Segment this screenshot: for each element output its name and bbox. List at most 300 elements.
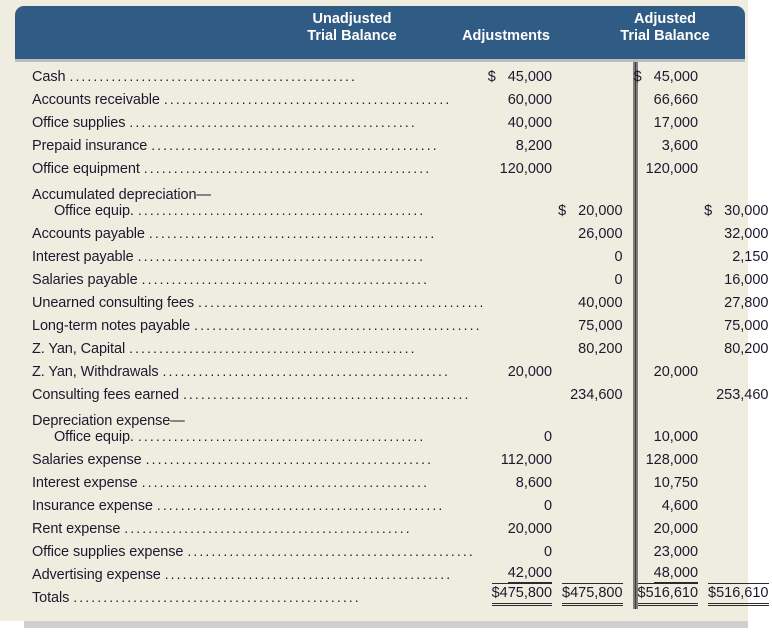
account-label-cell <box>0 380 492 403</box>
adjusted-credit-cell <box>708 311 772 334</box>
table-row <box>0 62 772 85</box>
account-label-cell <box>0 560 492 583</box>
unadjusted-credit-cell <box>562 265 632 288</box>
account-label-row <box>32 429 508 445</box>
unadjusted-credit-cell <box>562 62 632 85</box>
account-label-cell <box>0 357 492 380</box>
unadjusted-credit-cell <box>562 219 632 242</box>
account-label-row <box>32 387 486 403</box>
adjusted-credit-cell <box>708 537 772 560</box>
adjusted-debit-cell <box>638 131 708 154</box>
unadjusted-credit-cell <box>562 154 632 177</box>
adjusted-debit <box>662 138 698 154</box>
table-row <box>0 108 772 131</box>
adjusted-debit-cell <box>638 177 708 219</box>
table-row <box>0 154 772 177</box>
adjusted-debit <box>654 475 698 491</box>
table-row <box>0 219 772 242</box>
leader-dots: ................................................ <box>129 340 417 356</box>
adjusted-debit <box>654 565 698 583</box>
unadjusted-debit-cell <box>487 62 562 85</box>
adjusted-credit <box>724 318 768 334</box>
account-label: Salaries payable <box>32 272 138 288</box>
unadjusted-credit <box>614 272 622 288</box>
adjusted-credit <box>716 387 768 403</box>
adjusted-debit <box>646 161 698 177</box>
leader-dots: ................................................ <box>148 225 437 241</box>
account-label-cell <box>0 311 492 334</box>
adjusted-debit-value: 23,000 <box>653 544 699 560</box>
account-label-cell <box>0 265 492 288</box>
account-label: Salaries expense <box>32 452 142 468</box>
adjusted-credit-cell <box>704 177 772 219</box>
table-row <box>0 131 772 154</box>
unadjusted-debit-cell <box>492 445 562 468</box>
unadjusted-credit-cell <box>562 357 632 380</box>
account-label-cell <box>0 85 492 108</box>
adjusted-credit-value: 75,000 <box>724 318 769 334</box>
account-label-row <box>32 498 486 514</box>
account-label-row <box>32 364 486 380</box>
adjusted-credit-cell <box>708 85 772 108</box>
account-label-cell <box>0 219 492 242</box>
account-label: Z. Yan, Withdrawals <box>32 364 159 380</box>
adjusted-debit <box>662 498 698 514</box>
adjusted-credit <box>724 341 768 357</box>
adjusted-debit-value: 128,000 <box>645 452 699 468</box>
unadjusted-debit-cell <box>492 154 562 177</box>
unadjusted-credit-cell <box>562 468 632 491</box>
unadjusted-credit-currency-symbol: $ <box>558 203 567 219</box>
unadjusted-credit <box>578 226 622 242</box>
unadjusted-credit-cell <box>562 288 632 311</box>
account-label-cell <box>0 445 492 468</box>
total-adjusted-debit: $516,610 <box>638 583 698 606</box>
unadjusted-credit-cell <box>562 537 632 560</box>
account-label: Office supplies expense <box>32 544 184 560</box>
account-label-cell <box>0 334 492 357</box>
adjusted-credit-cell <box>708 380 772 403</box>
adjusted-debit-cell <box>638 403 708 445</box>
unadjusted-debit-cell <box>492 491 562 514</box>
account-label-cell <box>0 154 492 177</box>
unadjusted-debit-cell <box>492 357 562 380</box>
account-label-row <box>32 567 486 583</box>
totals-label-cell <box>0 583 492 608</box>
adjusted-debit-value: 45,000 <box>653 69 699 85</box>
unadjusted-debit-value: 20,000 <box>507 364 553 380</box>
unadjusted-credit-value: 0 <box>614 249 623 265</box>
adjusted-header-line1: Adjusted <box>633 11 697 27</box>
table-row <box>0 468 772 491</box>
account-label-row <box>32 69 486 85</box>
unadjusted-credit <box>578 295 622 311</box>
account-label-row <box>32 295 486 311</box>
adjusted-credit-cell <box>708 403 772 445</box>
adjusted-credit-cell <box>708 445 772 468</box>
unadjusted-credit <box>614 249 622 265</box>
page-bottom-shadow <box>24 621 748 628</box>
adjusted-debit-cell <box>638 288 708 311</box>
adjusted-debit <box>654 544 698 560</box>
unadjusted-debit-value: 0 <box>543 544 553 560</box>
account-label-row <box>32 452 486 468</box>
table-row <box>0 403 772 445</box>
adjusted-debit <box>654 429 698 445</box>
table-row <box>0 311 772 334</box>
account-label-row <box>32 341 486 357</box>
adjusted-debit <box>646 452 698 468</box>
table-row <box>0 85 772 108</box>
unadjusted-debit-value: 8,600 <box>515 475 553 491</box>
leader-dots: ................................................ <box>124 520 412 536</box>
adjusted-credit-cell <box>708 357 772 380</box>
worksheet-table <box>0 62 772 609</box>
adjusted-credit-value: 2,150 <box>732 249 769 265</box>
unadjusted-debit-value: 60,000 <box>507 92 553 108</box>
total-adjusted-credit: $516,610 <box>708 583 768 606</box>
account-label: Rent expense <box>32 521 121 537</box>
unadjusted-header-line2: Trial Balance <box>307 28 397 44</box>
unadjusted-debit <box>544 544 552 560</box>
adjusted-credit-value: 32,000 <box>724 226 769 242</box>
table-row <box>0 537 772 560</box>
leader-dots: ................................................ <box>151 137 439 153</box>
unadjusted-debit-cell <box>492 242 562 265</box>
unadjusted-debit-cell <box>492 219 562 242</box>
adjusted-debit-cell <box>638 85 708 108</box>
adjusted-debit-cell <box>638 514 708 537</box>
adjusted-credit-cell <box>708 334 772 357</box>
unadjusted-debit-cell <box>492 108 562 131</box>
adjusted-debit-cell <box>638 334 708 357</box>
total-unadjusted-debit: $475,800 <box>492 583 552 606</box>
account-label: Accounts payable <box>32 226 145 242</box>
unadjusted-debit-value: 8,200 <box>515 138 553 154</box>
adjusted-debit-value: 3,600 <box>661 138 699 154</box>
account-label-row <box>32 475 486 491</box>
adjusted-credit-cell <box>708 62 772 85</box>
unadjusted-debit-cell <box>492 311 562 334</box>
account-label: Advertising expense <box>32 567 161 583</box>
adjusted-debit <box>654 521 698 537</box>
unadjusted-debit <box>508 565 552 583</box>
leader-dots: ................................................ <box>137 202 426 218</box>
unadjusted-credit-value: 80,200 <box>578 341 623 357</box>
account-label-row <box>32 203 508 219</box>
adjusted-debit-value: 10,750 <box>653 475 699 491</box>
adjusted-debit-value: 20,000 <box>653 364 699 380</box>
account-label: Z. Yan, Capital <box>32 341 126 357</box>
account-label: Long-term notes payable <box>32 318 191 334</box>
unadjusted-credit <box>570 387 622 403</box>
unadjusted-credit-cell <box>562 560 632 583</box>
adjusted-debit-cell <box>633 62 708 85</box>
unadjusted-credit-cell <box>562 334 632 357</box>
unadjusted-debit <box>516 138 552 154</box>
unadjusted-debit <box>508 521 552 537</box>
unadjusted-debit-cell <box>492 514 562 537</box>
account-label-row <box>32 249 486 265</box>
account-label: Office equipment <box>32 161 140 177</box>
adjusted-credit-cell <box>708 265 772 288</box>
adjusted-debit-cell <box>638 108 708 131</box>
adjusted-debit-cell <box>638 357 708 380</box>
adjusted-credit <box>724 226 768 242</box>
unadjusted-credit-value: 20,000 <box>578 203 623 219</box>
unadjusted-debit <box>508 364 552 380</box>
unadjusted-debit-cell <box>492 288 562 311</box>
leader-dots: ................................................ <box>141 474 430 490</box>
adjusted-debit-cell <box>638 445 708 468</box>
adjusted-credit-cell <box>708 491 772 514</box>
total-unadjusted-credit-cell <box>562 583 632 608</box>
account-label-cell <box>0 468 492 491</box>
leader-dots: ................................................ <box>141 271 430 287</box>
adjusted-header-line2: Trial Balance <box>620 28 710 44</box>
adjusted-debit-value: 66,660 <box>653 92 699 108</box>
account-label-cell <box>0 288 492 311</box>
table-row <box>0 445 772 468</box>
column-header-adjusted-trial-balance <box>580 11 750 45</box>
account-label: Interest expense <box>32 475 138 491</box>
leader-dots: ................................................ <box>194 317 482 333</box>
leader-dots: ................................................ <box>198 294 486 310</box>
account-label-cell <box>0 131 492 154</box>
totals-label: Totals <box>32 590 70 606</box>
unadjusted-credit-value: 40,000 <box>578 295 623 311</box>
adjusted-credit-cell <box>708 468 772 491</box>
account-label: Office supplies <box>32 115 126 131</box>
unadjusted-credit-cell <box>562 131 632 154</box>
unadjusted-debit-value: 120,000 <box>499 161 553 177</box>
adjusted-debit-cell <box>638 468 708 491</box>
account-label-cell <box>0 403 492 445</box>
unadjusted-credit-cell <box>562 311 632 334</box>
account-label-cell <box>0 177 492 219</box>
table-row <box>0 491 772 514</box>
table-row <box>0 265 772 288</box>
adjusted-debit-cell <box>638 154 708 177</box>
worksheet-rows <box>0 62 772 608</box>
account-label: Unearned consulting fees <box>32 295 195 311</box>
column-header-adjustments <box>432 28 580 45</box>
adjusted-debit-cell <box>638 242 708 265</box>
unadjusted-credit-cell <box>562 403 632 445</box>
unadjusted-debit <box>508 115 552 131</box>
adjusted-credit <box>724 272 768 288</box>
adjusted-credit-cell <box>708 219 772 242</box>
adjusted-debit-cell <box>638 491 708 514</box>
unadjusted-debit <box>516 475 552 491</box>
adjusted-debit-cell <box>638 537 708 560</box>
unadjusted-debit-cell <box>492 380 562 403</box>
account-label: Consulting fees earned <box>32 387 179 403</box>
adjusted-credit-currency-symbol: $ <box>704 203 713 219</box>
adjusted-debit-cell <box>638 560 708 583</box>
unadjusted-credit <box>578 318 622 334</box>
account-label-row <box>32 161 486 177</box>
column-header-unadjusted-trial-balance <box>266 11 438 45</box>
table-row <box>0 242 772 265</box>
adjusted-credit-cell <box>708 154 772 177</box>
adjusted-credit <box>724 295 768 311</box>
totals-label-row <box>32 590 486 606</box>
unadjusted-header-line1: Unadjusted <box>312 11 392 27</box>
account-label-cell <box>0 242 492 265</box>
adjusted-debit-cell <box>638 311 708 334</box>
total-adjusted-debit-cell <box>638 583 708 608</box>
account-label-cell <box>0 491 492 514</box>
adjustments-header-label: Adjustments <box>462 28 550 44</box>
account-label: Office equip. <box>54 203 134 219</box>
leader-dots: ................................................ <box>69 68 357 84</box>
table-row <box>0 560 772 583</box>
unadjusted-debit-cell <box>492 468 562 491</box>
leader-dots: ................................................ <box>145 451 434 467</box>
account-label-row <box>32 318 486 334</box>
account-label-row <box>32 544 486 560</box>
unadjusted-credit-cell <box>562 108 632 131</box>
leader-dots: ................................................ <box>162 363 451 379</box>
adjusted-credit-value: 80,200 <box>724 341 769 357</box>
account-label: Prepaid insurance <box>32 138 148 154</box>
table-row <box>0 357 772 380</box>
unadjusted-debit-cell <box>492 560 562 583</box>
account-label: Cash <box>32 69 66 85</box>
leader-dots: ................................................ <box>163 91 452 107</box>
adjusted-credit-value: 16,000 <box>724 272 769 288</box>
unadjusted-debit-value: 40,000 <box>507 115 553 131</box>
adjusted-debit-cell <box>638 219 708 242</box>
unadjusted-debit <box>487 69 553 85</box>
table-row <box>0 177 772 219</box>
account-label-row <box>32 272 486 288</box>
account-label-cell <box>0 108 492 131</box>
unadjusted-debit-value: 0 <box>543 498 553 514</box>
unadjusted-credit-cell <box>562 491 632 514</box>
adjusted-debit <box>654 92 698 108</box>
adjusted-debit-cell <box>638 380 708 403</box>
unadjusted-credit-cell <box>562 445 632 468</box>
unadjusted-debit-currency-symbol: $ <box>487 69 496 85</box>
adjusted-debit-value: 48,000 <box>653 565 699 581</box>
adjusted-credit-cell <box>708 108 772 131</box>
total-unadjusted-credit: $475,800 <box>562 583 622 606</box>
unadjusted-credit <box>578 341 622 357</box>
unadjusted-credit-value: 234,600 <box>570 387 623 403</box>
adjusted-debit-cell <box>638 265 708 288</box>
unadjusted-debit-value: 112,000 <box>500 452 553 468</box>
adjusted-debit-currency-symbol: $ <box>633 69 642 85</box>
unadjusted-debit-cell <box>492 131 562 154</box>
unadjusted-credit-cell <box>562 242 632 265</box>
leader-dots: ................................................ <box>137 248 426 264</box>
adjusted-credit-cell <box>708 560 772 583</box>
unadjusted-debit-value: 42,000 <box>507 565 553 581</box>
adjusted-credit-cell <box>708 514 772 537</box>
adjusted-debit <box>633 69 699 85</box>
adjusted-debit-value: 17,000 <box>653 115 699 131</box>
account-label-line1: Depreciation expense— <box>32 413 185 429</box>
account-label-cell <box>0 537 492 560</box>
leader-dots: ................................................ <box>182 386 471 402</box>
adjusted-credit <box>732 249 768 265</box>
account-label-row <box>32 521 486 537</box>
leader-dots: ................................................ <box>187 543 475 559</box>
adjusted-debit-value: 20,000 <box>653 521 699 537</box>
leader-dots: ................................................ <box>164 566 453 582</box>
account-label: Insurance expense <box>32 498 153 514</box>
account-label: Accounts receivable <box>32 92 160 108</box>
unadjusted-credit-cell <box>562 85 632 108</box>
unadjusted-debit <box>544 429 552 445</box>
adjusted-debit <box>654 115 698 131</box>
total-adjusted-credit-cell <box>708 583 772 608</box>
account-label-cell <box>0 514 492 537</box>
leader-dots: ................................................ <box>129 114 417 130</box>
adjusted-credit-cell <box>708 242 772 265</box>
account-label-row <box>32 226 486 242</box>
unadjusted-debit <box>501 452 552 468</box>
leader-dots: ................................................ <box>143 160 432 176</box>
adjusted-debit-value: 10,000 <box>653 429 699 445</box>
unadjusted-debit <box>508 92 552 108</box>
adjusted-credit <box>704 203 769 219</box>
unadjusted-credit-cell <box>558 177 632 219</box>
adjusted-credit-value: 30,000 <box>724 203 769 219</box>
adjusted-credit-cell <box>708 131 772 154</box>
adjusted-debit-value: 120,000 <box>645 161 699 177</box>
unadjusted-debit <box>500 161 552 177</box>
leader-dots: ................................................ <box>73 589 361 605</box>
account-label-row <box>32 115 486 131</box>
unadjusted-debit-cell <box>492 265 562 288</box>
totals-row <box>0 583 772 608</box>
unadjusted-debit-cell <box>492 537 562 560</box>
unadjusted-credit-value: 26,000 <box>578 226 623 242</box>
unadjusted-credit <box>558 203 623 219</box>
unadjusted-debit-cell <box>492 85 562 108</box>
account-label-row <box>32 138 486 154</box>
adjusted-debit-value: 4,600 <box>661 498 699 514</box>
leader-dots: ................................................ <box>137 428 426 444</box>
account-label-row <box>32 92 486 108</box>
adjusted-credit-cell <box>708 288 772 311</box>
unadjusted-debit-cell <box>492 334 562 357</box>
unadjusted-credit-value: 0 <box>614 272 623 288</box>
adjusted-debit <box>654 364 698 380</box>
table-row <box>0 514 772 537</box>
unadjusted-credit-cell <box>562 514 632 537</box>
adjusted-credit-value: 27,800 <box>724 295 769 311</box>
unadjusted-credit-cell <box>562 380 632 403</box>
table-row <box>0 334 772 357</box>
account-label-line1: Accumulated depreciation— <box>32 187 211 203</box>
total-unadjusted-debit-cell <box>492 583 562 608</box>
unadjusted-credit-value: 75,000 <box>578 318 623 334</box>
account-label-cell <box>0 62 492 85</box>
account-label: Interest payable <box>32 249 134 265</box>
unadjusted-debit <box>544 498 552 514</box>
adjusted-credit-value: 253,460 <box>716 387 769 403</box>
table-row <box>0 288 772 311</box>
unadjusted-debit-value: 45,000 <box>507 69 553 85</box>
account-label: Office equip. <box>54 429 134 445</box>
leader-dots: ................................................ <box>156 497 445 513</box>
unadjusted-debit-value: 20,000 <box>507 521 553 537</box>
unadjusted-debit-value: 0 <box>543 429 553 445</box>
